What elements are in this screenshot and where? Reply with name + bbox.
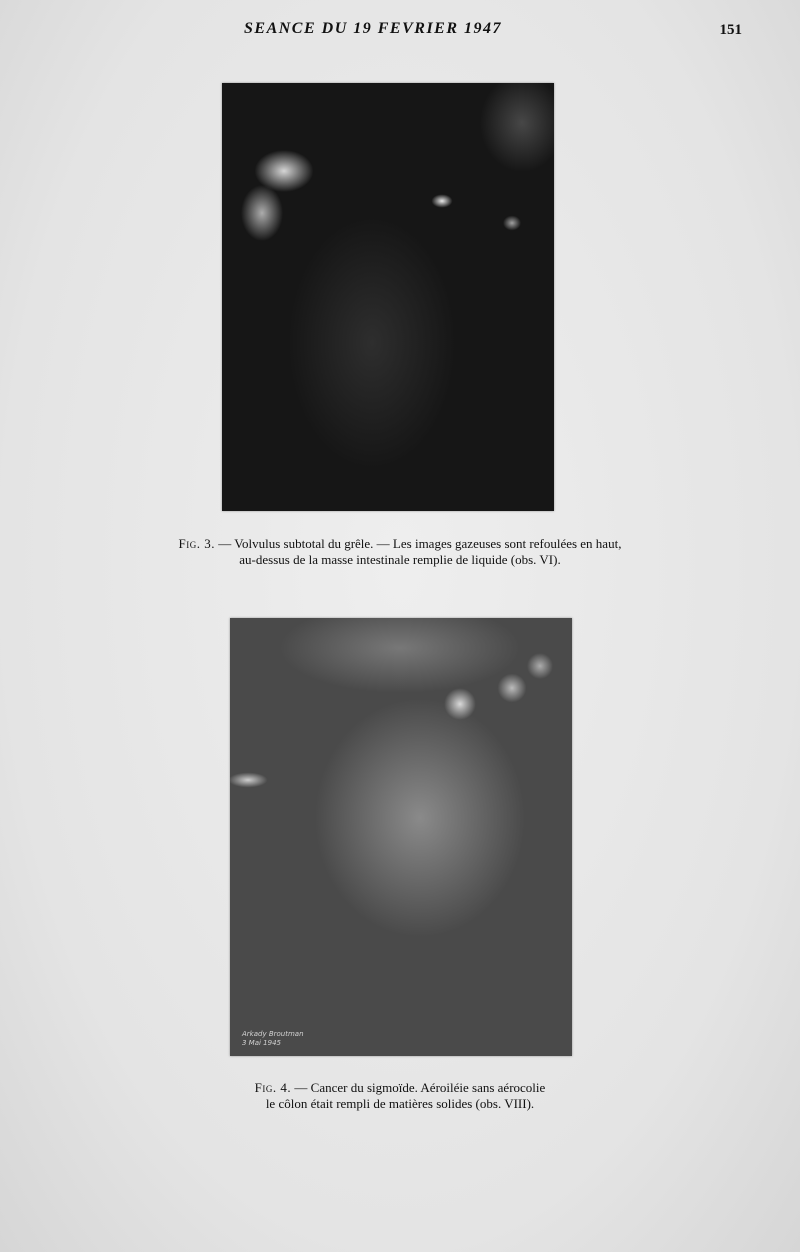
- figure-4-caption-line1: — Cancer du sigmoïde. Aéroiléie sans aérocolie: [294, 1080, 546, 1095]
- figure-3-label: Fig. 3.: [178, 536, 216, 551]
- page-number: 151: [719, 22, 742, 38]
- figure-3-caption-line2: au-dessus de la masse intestinale remplie de liquide (obs. VI).: [239, 552, 561, 567]
- figure-3-caption-line1: — Volvulus subtotal du grêle. — Les images gazeuses sont refoulées en haut,: [218, 536, 622, 551]
- running-title: SEANCE DU 19 FEVRIER 1947: [244, 20, 503, 37]
- film-label-line1: Arkady Broutman: [242, 1030, 304, 1038]
- figure-4-caption: [170, 1080, 630, 1112]
- figure-4-label: Fig. 4.: [254, 1080, 292, 1095]
- figure-4-caption-line2: le côlon était rempli de matières solides (obs. VIII).: [265, 1096, 535, 1111]
- film-handwritten-label: [242, 1030, 304, 1048]
- page-header: [0, 20, 800, 44]
- figure-3-caption: [100, 536, 700, 568]
- figure-4-radiograph: [230, 618, 572, 1056]
- film-label-line2: 3 Mai 1945: [242, 1039, 281, 1047]
- figure-3-radiograph: [222, 83, 554, 511]
